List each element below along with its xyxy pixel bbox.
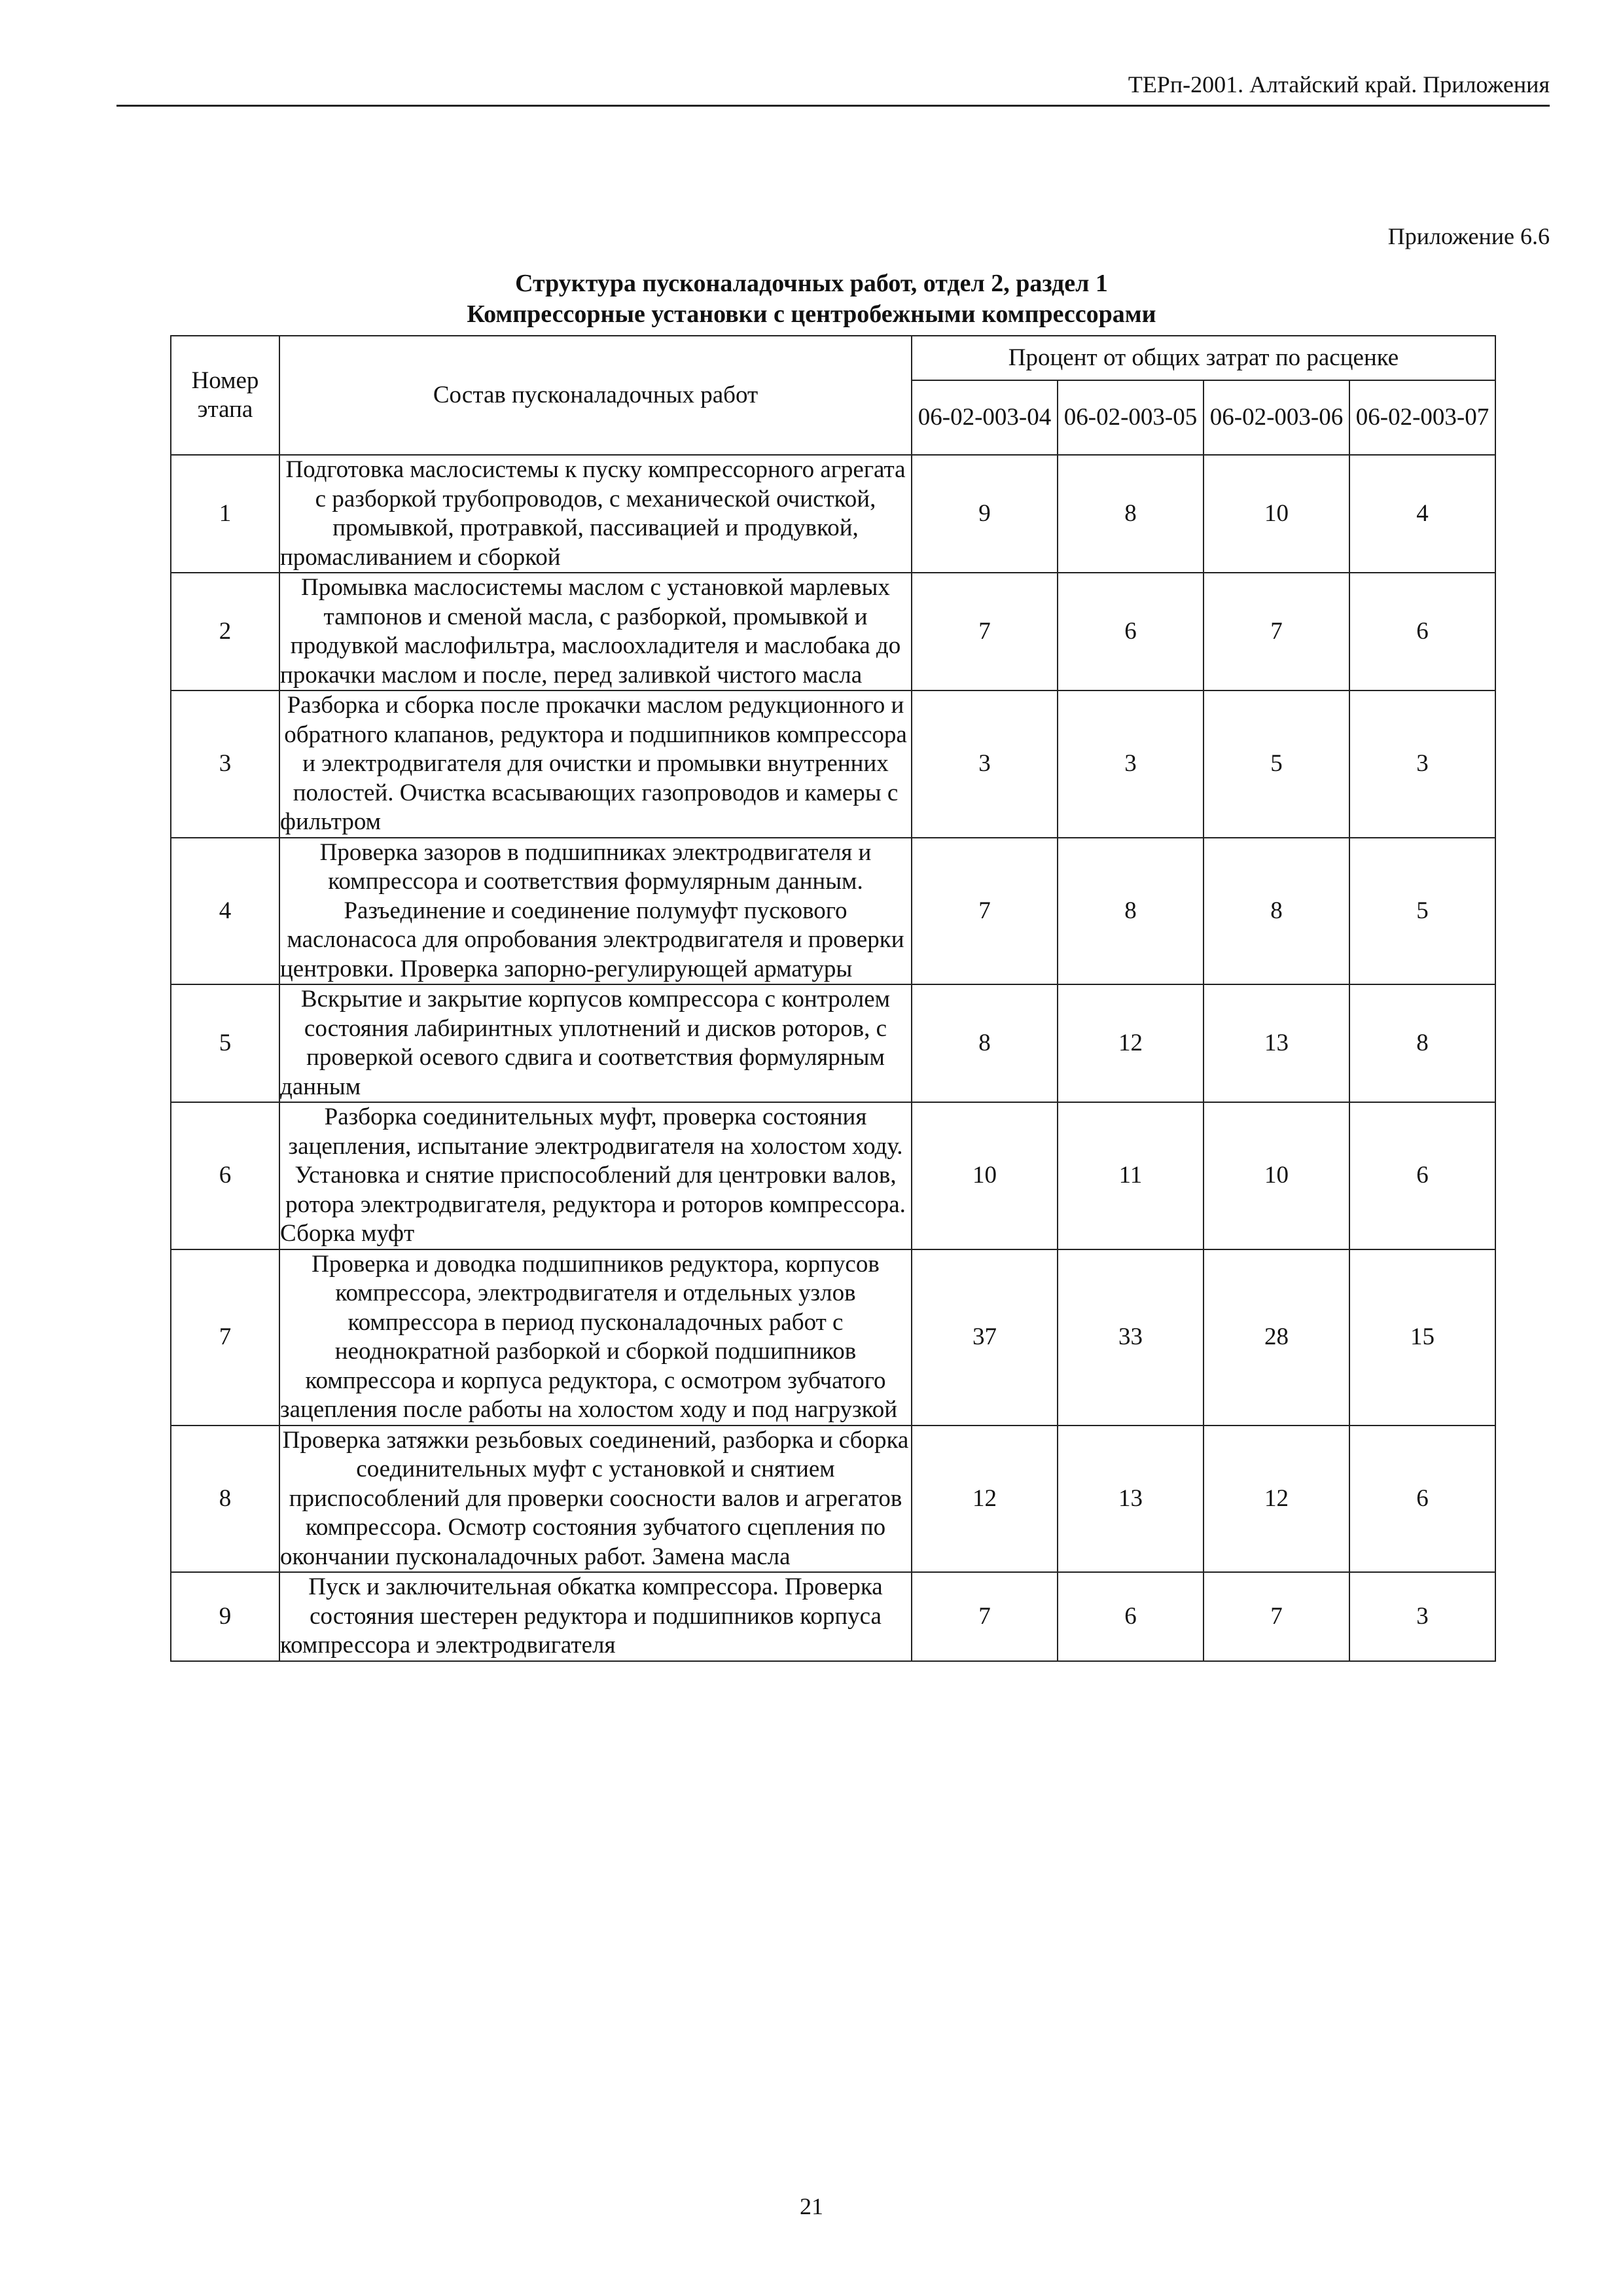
stage-number: 7	[171, 1249, 279, 1426]
percent-value: 8	[1349, 984, 1495, 1102]
work-description: Разборка и сборка после прокачки маслом редукционного и обратного клапанов, редуктора и подшипников компрессора и электродвигателя для очистки и промывки внутренних полостей. Очистка всасывающих газопроводов и камеры с фильтром	[279, 691, 912, 838]
work-description: Подготовка маслосистемы к пуску компрессорного агрегата с разборкой трубопроводов, с механической очисткой, промывкой, протравкой, пассивацией и продувкой, промасливанием и сборкой	[279, 455, 912, 573]
percent-value: 3	[912, 691, 1058, 838]
rate-code-header: 06-02-003-04	[912, 380, 1058, 455]
stage-number-header: Номер этапа	[171, 336, 279, 455]
table-title: Структура пусконаладочных работ, отдел 2, раздел 1	[515, 270, 1108, 297]
percent-value: 3	[1349, 691, 1495, 838]
table-row	[171, 1249, 1495, 1426]
stage-number: 8	[171, 1426, 279, 1573]
percent-value: 4	[1349, 455, 1495, 573]
percent-value: 15	[1349, 1249, 1495, 1426]
table-row	[171, 455, 1495, 573]
percent-value: 8	[912, 984, 1058, 1102]
work-composition-header: Состав пусконаладочных работ	[279, 336, 912, 455]
percent-value: 6	[1058, 1572, 1204, 1661]
table-subtitle: Компрессорные установки с центробежными компрессорами	[467, 300, 1156, 328]
rate-code-header: 06-02-003-07	[1349, 380, 1495, 455]
percent-value: 9	[912, 455, 1058, 573]
percent-value: 6	[1349, 573, 1495, 691]
percent-value: 13	[1204, 984, 1349, 1102]
running-header	[116, 65, 1550, 107]
appendix-label: Приложение 6.6	[1387, 223, 1550, 249]
percent-value: 7	[1204, 1572, 1349, 1661]
stage-number: 5	[171, 984, 279, 1102]
percent-value: 6	[1349, 1102, 1495, 1249]
percent-value: 10	[912, 1102, 1058, 1249]
percent-value: 8	[1204, 838, 1349, 985]
rate-code-header: 06-02-003-06	[1204, 380, 1349, 455]
table-row	[171, 1572, 1495, 1661]
table-row	[171, 838, 1495, 985]
work-description: Проверка затяжки резьбовых соединений, разборка и сборка соединительных муфт с установкой и снятием приспособлений для проверки соосности валов и агрегатов компрессора. Осмотр состояния зубчатого сцепления по окончании пусконаладочных работ. Замена масла	[279, 1426, 912, 1573]
percent-header: Процент от общих затрат по расценке	[912, 336, 1495, 380]
table-row	[171, 573, 1495, 691]
percent-value: 7	[912, 573, 1058, 691]
percent-value: 10	[1204, 1102, 1349, 1249]
work-description: Вскрытие и закрытие корпусов компрессора с контролем состояния лабиринтных уплотнений и дисков роторов, с проверкой осевого сдвига и соответствия формулярным данным	[279, 984, 912, 1102]
stage-number: 6	[171, 1102, 279, 1249]
percent-value: 5	[1204, 691, 1349, 838]
percent-value: 13	[1058, 1426, 1204, 1573]
table-row	[171, 984, 1495, 1102]
rate-code-header: 06-02-003-05	[1058, 380, 1204, 455]
percent-value: 6	[1058, 573, 1204, 691]
work-description: Промывка маслосистемы маслом с установкой марлевых тампонов и сменой масла, с разборкой, промывкой и продувкой маслофильтра, маслоохладителя и маслобака до прокачки маслом и после, перед заливкой чистого масла	[279, 573, 912, 691]
stages-table	[170, 335, 1496, 1662]
percent-value: 12	[1204, 1426, 1349, 1573]
stage-number: 2	[171, 573, 279, 691]
stage-number: 9	[171, 1572, 279, 1661]
percent-value: 37	[912, 1249, 1058, 1426]
percent-value: 7	[912, 838, 1058, 985]
percent-value: 28	[1204, 1249, 1349, 1426]
percent-value: 3	[1058, 691, 1204, 838]
percent-value: 5	[1349, 838, 1495, 985]
work-description: Проверка зазоров в подшипниках электродвигателя и компрессора и соответствия формулярным данным. Разъединение и соединение полумуфт пускового маслонасоса для опробования электродвигателя и проверки центровки. Проверка запорно-регулирующей арматуры	[279, 838, 912, 985]
percent-value: 8	[1058, 838, 1204, 985]
table-row	[171, 1102, 1495, 1249]
stage-number: 4	[171, 838, 279, 985]
percent-value: 12	[1058, 984, 1204, 1102]
percent-value: 33	[1058, 1249, 1204, 1426]
table-row	[171, 1426, 1495, 1573]
percent-value: 3	[1349, 1572, 1495, 1661]
table-row	[171, 691, 1495, 838]
work-description: Пуск и заключительная обкатка компрессора. Проверка состояния шестерен редуктора и подшипников корпуса компрессора и электродвигателя	[279, 1572, 912, 1661]
percent-value: 10	[1204, 455, 1349, 573]
percent-value: 7	[1204, 573, 1349, 691]
work-description: Проверка и доводка подшипников редуктора, корпусов компрессора, электродвигателя и отдельных узлов компрессора в период пусконаладочных работ с неоднократной разборкой и сборкой подшипников компрессора и корпуса редуктора, с осмотром зубчатого зацепления после работы на холостом ходу и под нагрузкой	[279, 1249, 912, 1426]
percent-value: 12	[912, 1426, 1058, 1573]
percent-value: 6	[1349, 1426, 1495, 1573]
percent-value: 11	[1058, 1102, 1204, 1249]
running-title: ТЕРп-2001. Алтайский край. Приложения	[1128, 71, 1550, 98]
stage-number: 1	[171, 455, 279, 573]
stage-number: 3	[171, 691, 279, 838]
page-number: 21	[800, 2193, 823, 2219]
percent-value: 7	[912, 1572, 1058, 1661]
percent-value: 8	[1058, 455, 1204, 573]
work-description: Разборка соединительных муфт, проверка состояния зацепления, испытание электродвигателя на холостом ходу. Установка и снятие приспособлений для центровки валов, ротора электродвигателя, редуктора и роторов компрессора. Сборка муфт	[279, 1102, 912, 1249]
